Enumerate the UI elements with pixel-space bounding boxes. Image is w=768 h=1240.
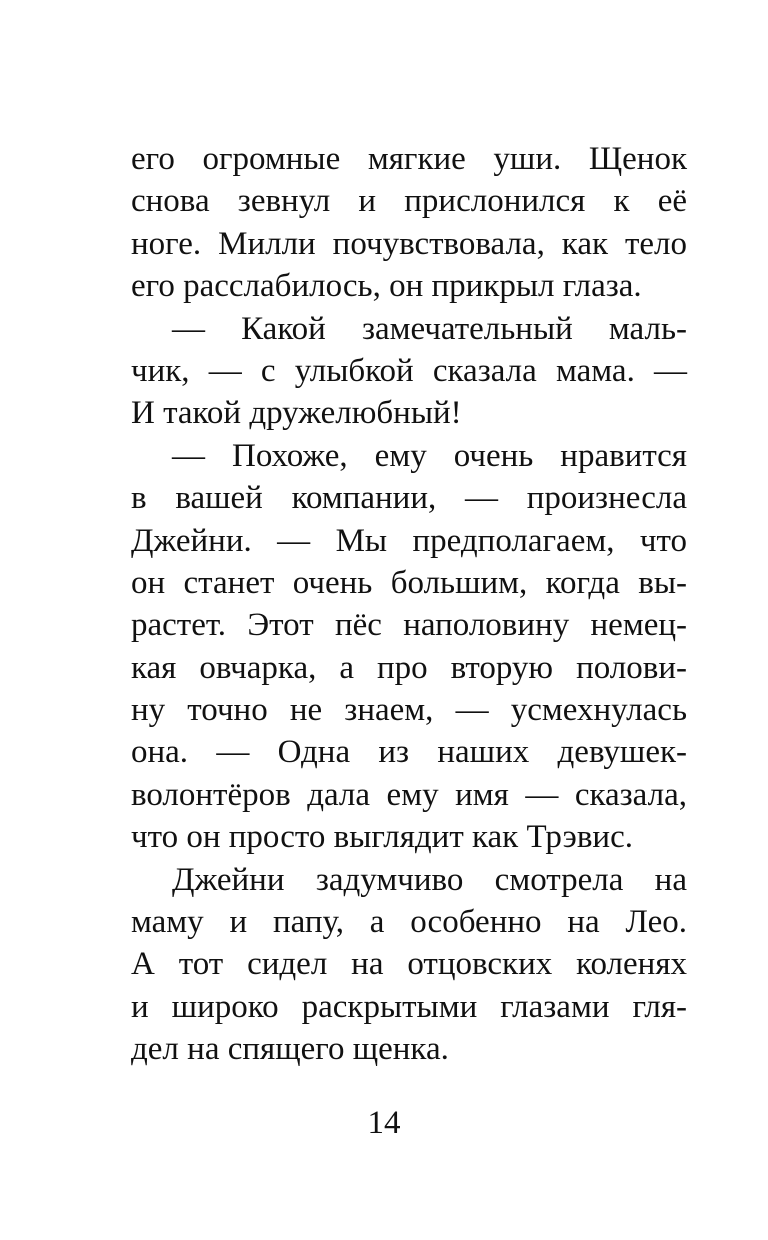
text-line: растет. Этот пёс наполовину немец- bbox=[131, 607, 687, 644]
text-line: кая овчарка, а про вторую полови- bbox=[131, 649, 687, 686]
text-line: волонтёров дала ему имя — сказала, bbox=[131, 776, 687, 813]
text-line: А тот сидел на отцовских коленях bbox=[131, 946, 687, 983]
text-line: и широко раскрытыми глазами гля- bbox=[131, 988, 687, 1025]
text-line: что он просто выглядит как Трэвис. bbox=[131, 819, 633, 856]
text-line: он станет очень большим, когда вы- bbox=[131, 564, 687, 601]
text-line: его расслабилось, он прикрыл глаза. bbox=[131, 268, 642, 305]
body-text bbox=[131, 138, 687, 1071]
text-line: чик, — с улыбкой сказала мама. — bbox=[131, 352, 687, 389]
text-line: — Похоже, ему очень нравится bbox=[172, 437, 687, 474]
text-line: Джейни задумчиво смотрела на bbox=[172, 861, 687, 898]
text-line: его огромные мягкие уши. Щенок bbox=[131, 141, 687, 177]
text-line: дел на спящего щенка. bbox=[131, 1031, 449, 1068]
text-line: маму и папу, а особенно на Лео. bbox=[131, 904, 687, 941]
text-line: ну точно не знаем, — усмехнулась bbox=[131, 692, 687, 729]
page-number: 14 bbox=[367, 1105, 401, 1141]
text-line: в вашей компании, — произнесла bbox=[131, 480, 687, 517]
text-line: И такой дружелюбный! bbox=[131, 395, 462, 432]
text-line: она. — Одна из наших девушек- bbox=[131, 734, 687, 771]
text-line: — Какой замечательный маль- bbox=[172, 310, 687, 347]
text-line: ноге. Милли почувствовала, как тело bbox=[131, 225, 687, 262]
text-line: снова зевнул и прислонился к её bbox=[131, 183, 687, 220]
text-line: Джейни. — Мы предполагаем, что bbox=[131, 522, 687, 559]
